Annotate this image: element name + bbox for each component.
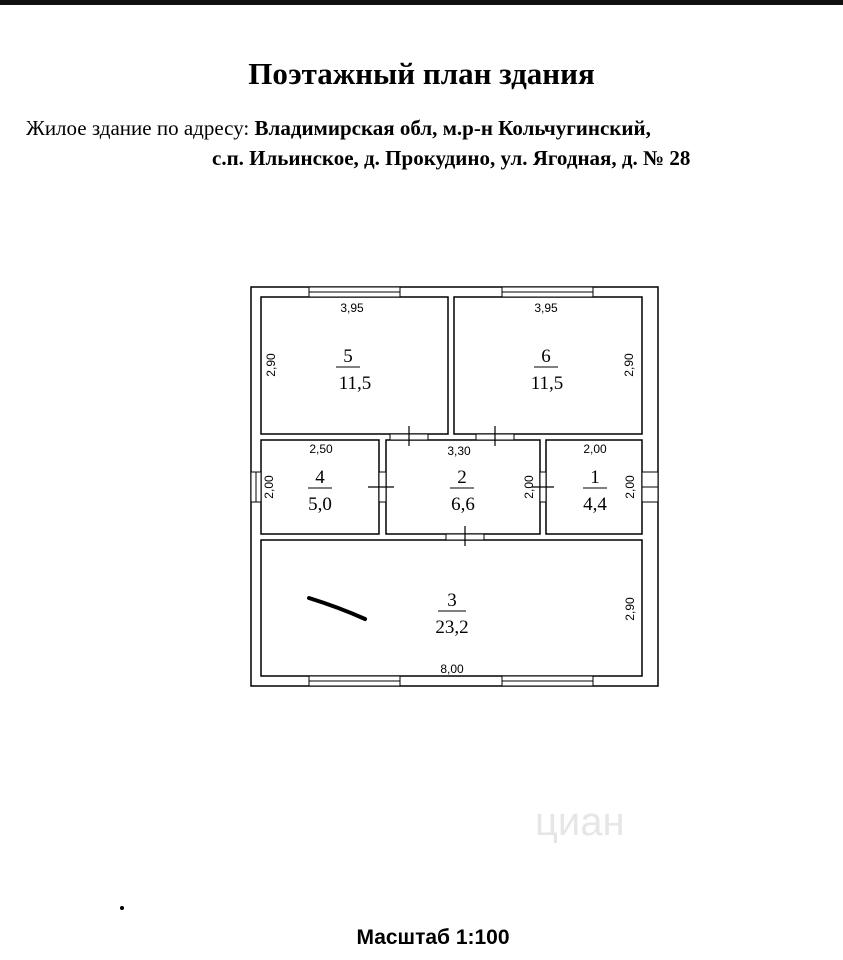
room-5-label [336,346,371,394]
door-room4-room2 [368,472,394,502]
window-bottom-right [502,676,593,686]
room-5-number: 5 [343,346,353,367]
room-6-number: 6 [541,346,551,367]
address-line-2: с.п. Ильинское, д. Прокудино, ул. Ягодная, д. № 28 [212,146,691,170]
stray-dot [120,906,124,910]
room-6-label [531,346,564,394]
room-2-area: 6,6 [451,494,475,515]
room-3-label [435,590,468,638]
dim-r4-width: 2,50 [309,442,333,456]
door-room6-room2 [476,426,514,446]
dim-r4-height: 2,00 [262,475,276,499]
window-top-left [309,287,400,297]
pen-stroke-mark [309,598,365,619]
door-room5-room2 [390,426,428,446]
address-prefix: Жилое здание по адресу: [26,116,250,140]
dim-r5-height: 2,90 [264,353,278,377]
address-region: Владимирская обл, м.р-н Кольчугинский, [254,116,651,140]
room-3-area: 23,2 [435,617,469,638]
dim-r3-width: 8,00 [440,662,464,676]
dim-r2-width: 3,30 [447,444,471,458]
room-4-label [308,467,332,515]
dim-r5-width: 3,95 [340,301,364,315]
room-5-area: 11,5 [338,373,372,394]
room-3-number: 3 [447,590,457,611]
room-5-outline [261,297,448,434]
dim-r3-height: 2,90 [623,597,637,621]
dim-r1-height: 2,00 [623,475,637,499]
room-2-label [450,467,475,515]
scale-label: Масштаб 1:100 [356,926,510,949]
room-1-label [583,467,607,515]
room-4-number: 4 [315,467,325,488]
door-room2-room3 [446,526,484,546]
room-1-area: 4,4 [583,494,607,515]
dim-r2-height: 2,00 [522,475,536,499]
dim-r6-height: 2,90 [622,353,636,377]
window-left [251,472,261,502]
door-right [642,472,658,502]
window-bottom-left [309,676,400,686]
watermark-logo: циан [535,800,625,844]
room-2-number: 2 [457,467,467,488]
window-top-right [502,287,593,297]
room-6-area: 11,5 [530,373,564,394]
dim-r1-width: 2,00 [583,442,607,456]
room-4-area: 5,0 [308,494,332,515]
page-title: Поэтажный план здания [248,56,595,91]
room-1-number: 1 [590,467,600,488]
dim-r6-width: 3,95 [534,301,558,315]
